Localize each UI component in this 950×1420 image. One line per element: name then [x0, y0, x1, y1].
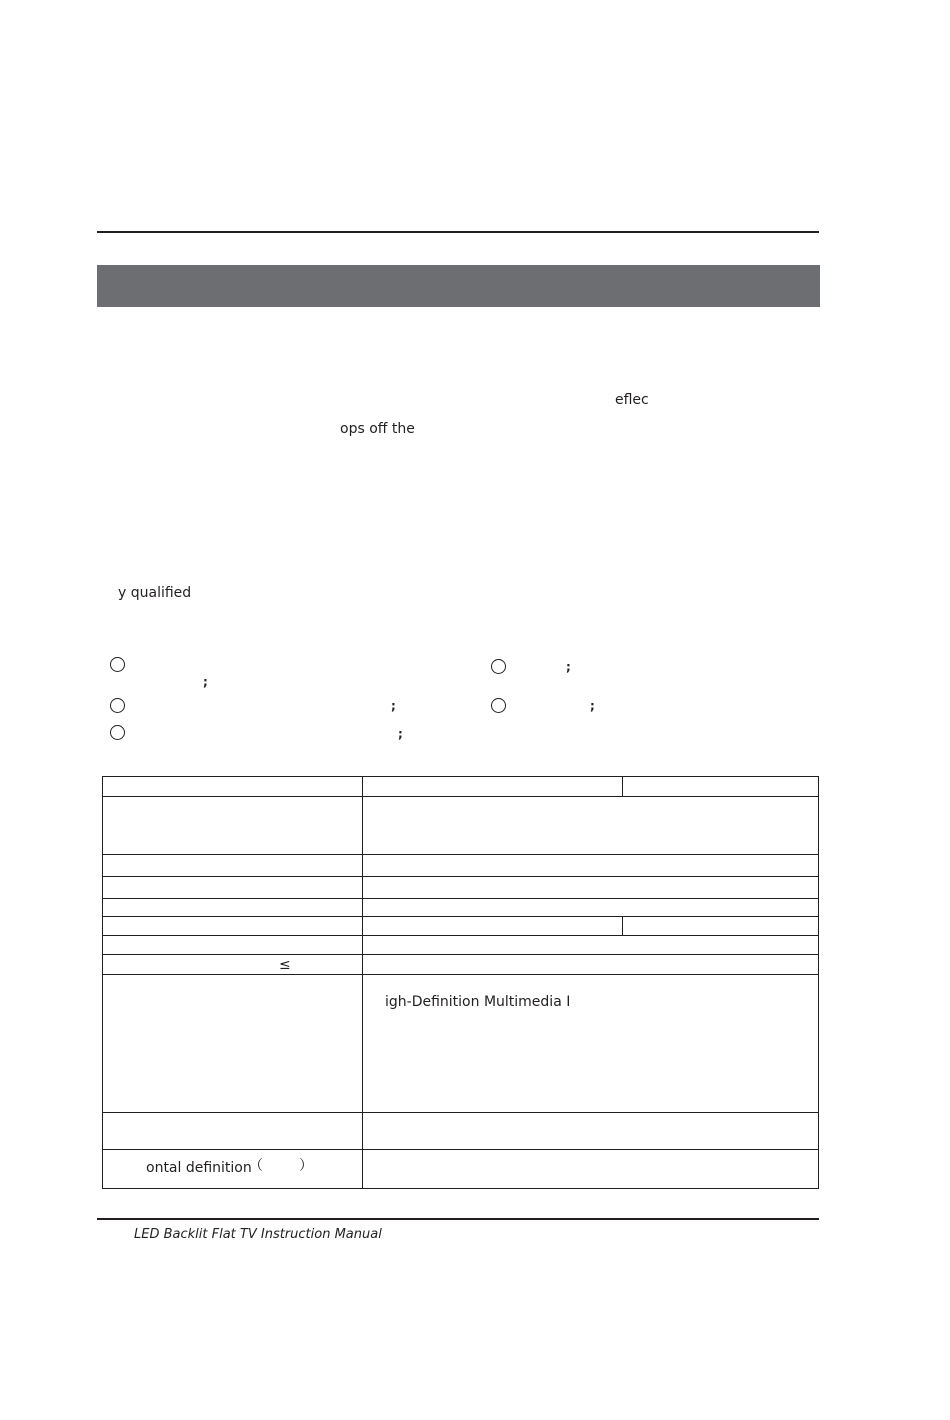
header-rule — [97, 231, 819, 233]
table-row-divider — [103, 854, 818, 855]
table-column-divider — [622, 916, 623, 935]
table-row-divider — [103, 876, 818, 877]
table-row-divider — [103, 796, 818, 797]
table-row-divider — [103, 974, 818, 975]
list-item-semicolon: ; — [566, 660, 571, 674]
table-row-divider — [103, 1149, 818, 1150]
list-number-circle — [110, 725, 125, 740]
list-item-semicolon: ; — [590, 699, 595, 713]
list-item-semicolon: ; — [203, 675, 208, 689]
table-row-divider — [103, 935, 818, 936]
table-cell-value: igh-Definition Multimedia I — [385, 994, 571, 1010]
body-text-fragment: y qualified — [118, 585, 192, 601]
table-column-divider — [622, 777, 623, 796]
table-cell-symbol: ≤ — [279, 957, 291, 973]
table-cell-paren: （ — [249, 1158, 263, 1174]
list-item-semicolon: ; — [398, 727, 403, 741]
table-cell-label: ontal definition — [146, 1160, 252, 1176]
body-text-fragment: eflec — [615, 392, 649, 408]
footer-manual-title: LED Backlit Flat TV Instruction Manual — [134, 1227, 382, 1242]
list-number-circle — [110, 698, 125, 713]
list-number-circle — [491, 698, 506, 713]
table-cell-paren: ） — [299, 1158, 313, 1174]
spec-table — [102, 776, 819, 1189]
section-heading-band — [97, 265, 820, 307]
table-row-divider — [103, 898, 818, 899]
list-number-circle — [491, 659, 506, 674]
table-row-divider — [103, 1112, 818, 1113]
table-row-divider — [103, 916, 818, 917]
body-text-fragment: ops off the — [340, 421, 415, 437]
table-column-divider — [362, 777, 363, 1188]
footer-rule — [97, 1218, 819, 1220]
table-row-divider — [103, 954, 818, 955]
list-number-circle — [110, 657, 125, 672]
list-item-semicolon: ; — [391, 699, 396, 713]
